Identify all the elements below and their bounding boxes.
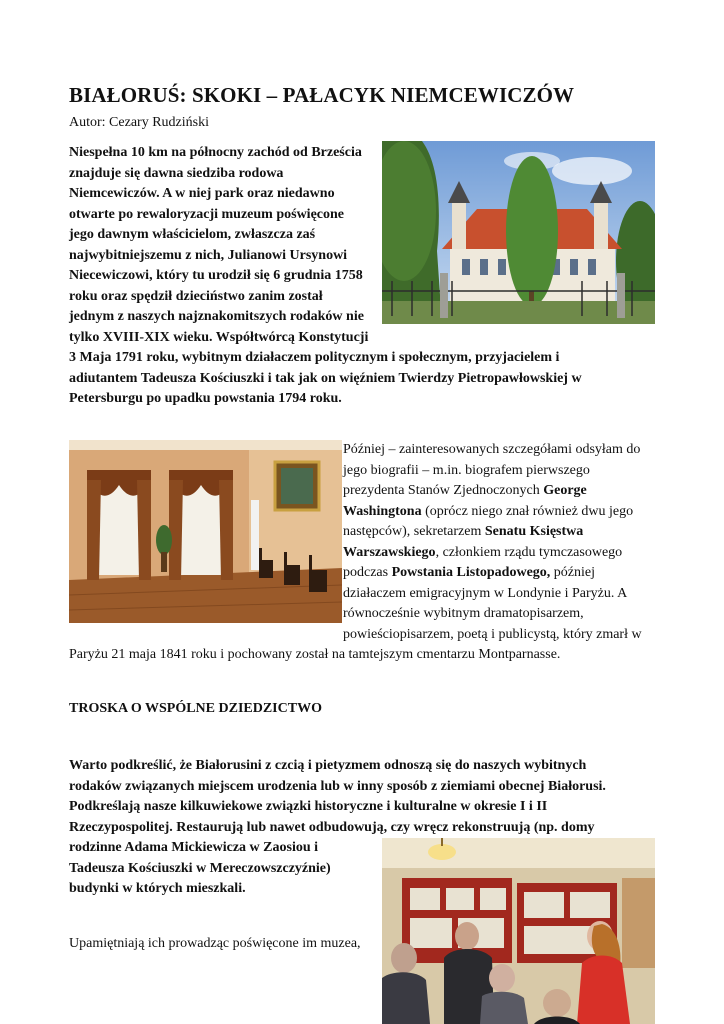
bio-line-last: Paryżu 21 maja 1841 roku i pochowany został na tamtejszym cmentarzu Montparnasse. — [69, 647, 561, 662]
author-line: Autor: Cezary Rudziński — [69, 115, 209, 130]
bold-uprising: Powstania Listopadowego, — [391, 565, 551, 580]
heritage-line: budynki w których mieszkali. — [69, 881, 246, 896]
intro-line: Petersburgu po upadku powstania 1794 roku. — [69, 391, 342, 406]
intro-line: adiutantem Tadeusza Kościuszki i tak jak on więźniem Twierdzy Pietropawłowskiej w — [69, 370, 582, 386]
intro-line: roku oraz spędził dzieciństwo zanim został — [69, 288, 323, 304]
intro-line: tylko XVIII-XIX wieku. Współtwórcą Konstytucji — [69, 329, 369, 345]
bio-line: Warszawskiego, członkiem rządu tymczasowego — [343, 544, 623, 560]
heritage-line: Tadeusza Kościuszki w Mereczowszczyźnie) — [69, 860, 331, 876]
bold-senate: Senatu Księstwa — [484, 524, 584, 539]
intro-line: Niecewiczowi, który tu urodził się 6 grudnia 1758 — [69, 268, 363, 283]
bio-line: następców), sekretarzem Senatu Księstwa — [343, 524, 584, 539]
intro-line: jednym z naszych najznakomitszych rodaków nie — [69, 309, 364, 324]
bio-line: prezydenta Stanów Zjednoczonych George — [343, 483, 587, 498]
bold-name-washington: Washingtona — [343, 503, 422, 519]
bio-line: działaczem emigracyjnym w Londynie i Paryżu. A — [343, 585, 628, 601]
museums-line: Upamiętniają ich prowadząc poświęcone im muzea, — [69, 936, 361, 951]
intro-line: Niemcewiczów. A w niej park oraz niedawno — [69, 186, 335, 201]
interior-room-photo — [69, 440, 342, 623]
heritage-line: rodzinne Adama Mickiewicza w Zaosiou i — [69, 840, 319, 855]
bio-line: podczas Powstania Listopadowego, później — [343, 565, 595, 580]
heritage-line: rodaków związanych miejscem urodzenia lub w inny sposób z ziemiami obecnej Białorusi. — [69, 778, 606, 794]
bio-line: Później – zainteresowanych szczegółami odsyłam do — [343, 442, 641, 457]
bio-line: Washingtona (oprócz niego znał również dwu jego — [343, 503, 634, 519]
intro-line: Niespełna 10 km na północny zachód od Brześcia — [69, 145, 362, 160]
bio-line: powieściopisarzem, poetą i publicystą, który zmarł w — [343, 626, 642, 642]
exhibition-photo — [382, 838, 655, 1024]
heritage-line: Podkreślają nasze kilkuwiekowe związki historyczne i kulturalne w okresie I i II — [69, 799, 548, 814]
heritage-line: Warto podkreślić, że Białorusini z czcią i pietyzmem odnoszą się do naszych wybitnych — [69, 758, 587, 773]
palace-exterior-photo — [382, 141, 655, 324]
intro-line: otwarte po rewaloryzacji muzeum poświęcone — [69, 206, 345, 222]
heritage-line: Rzeczypospolitej. Restaurują lub nawet odbudowują, czy wręcz rekonstruują (np. domy — [69, 819, 595, 835]
intro-line: znajduje się dawna siedziba rodowa — [69, 165, 284, 181]
section-heading: TROSKA O WSPÓLNE DZIEDZICTWO — [69, 701, 322, 716]
article-title: BIAŁORUŚ: SKOKI – PAŁACYK NIEMCEWICZÓW — [69, 83, 575, 107]
intro-line: najwybitniejszemu z nich, Julianowi Ursynowi — [69, 247, 348, 263]
bio-line: jego biografii – m.in. biografem pierwszego — [343, 462, 590, 478]
intro-line: jego dawnym właścicielom, zwłaszcza zaś — [69, 227, 316, 242]
biography-paragraph — [343, 440, 673, 645]
intro-line: 3 Maja 1791 roku, wybitnym działaczem politycznym i społecznym, przyjacielem i — [69, 350, 560, 365]
bio-line: równocześnie wybitnym dramatopisarzem, — [343, 606, 584, 621]
bold-name-george: George — [543, 483, 587, 498]
bold-warsaw: Warszawskiego — [343, 544, 436, 560]
